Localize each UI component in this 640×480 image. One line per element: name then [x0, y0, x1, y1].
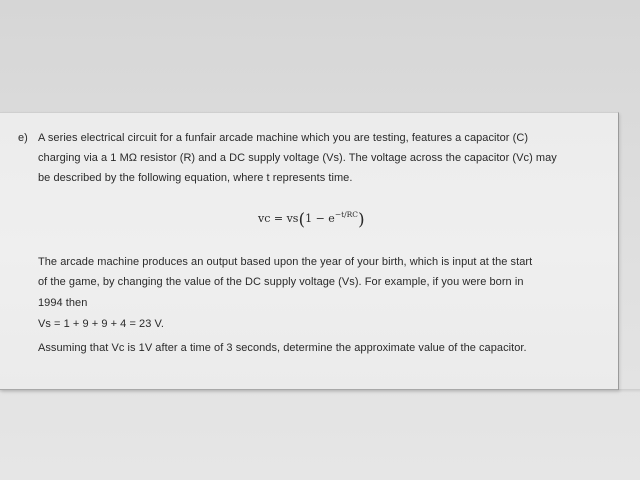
question-label: e)	[18, 132, 28, 144]
equation-supply: vs	[286, 212, 299, 225]
paragraph-line-3: 1994 then	[38, 297, 88, 309]
paragraph-line-2: of the game, by changing the value of the DC supply voltage (Vs). For example, if you were born in	[38, 276, 524, 288]
capacitor-equation	[258, 210, 365, 230]
equation-lhs: vc	[258, 212, 271, 225]
equation-equals: =	[270, 212, 287, 225]
question-line-3: be described by the following equation, where t represents time.	[38, 172, 353, 184]
paragraph-line-1: The arcade machine produces an output based upon the year of your birth, which is input at the start	[38, 256, 533, 268]
example-equation: Vs = 1 + 9 + 9 + 4 = 23 V.	[38, 318, 164, 330]
equation-exponent: −t/RC	[334, 210, 359, 219]
equation-one-minus-e: 1 − e	[305, 212, 335, 225]
question-line-1: A series electrical circuit for a funfair arcade machine which you are testing, features a capacitor (C)	[38, 132, 529, 144]
equation-open-paren: (	[298, 210, 306, 230]
equation-close-paren: )	[358, 210, 365, 230]
task-line: Assuming that Vc is 1V after a time of 3 seconds, determine the approximate value of the capacitor.	[38, 342, 527, 354]
paper-shadow	[0, 389, 640, 393]
question-line-2: charging via a 1 MΩ resistor (R) and a DC supply voltage (Vs). The voltage across the capacitor (Vc) may	[38, 152, 557, 164]
